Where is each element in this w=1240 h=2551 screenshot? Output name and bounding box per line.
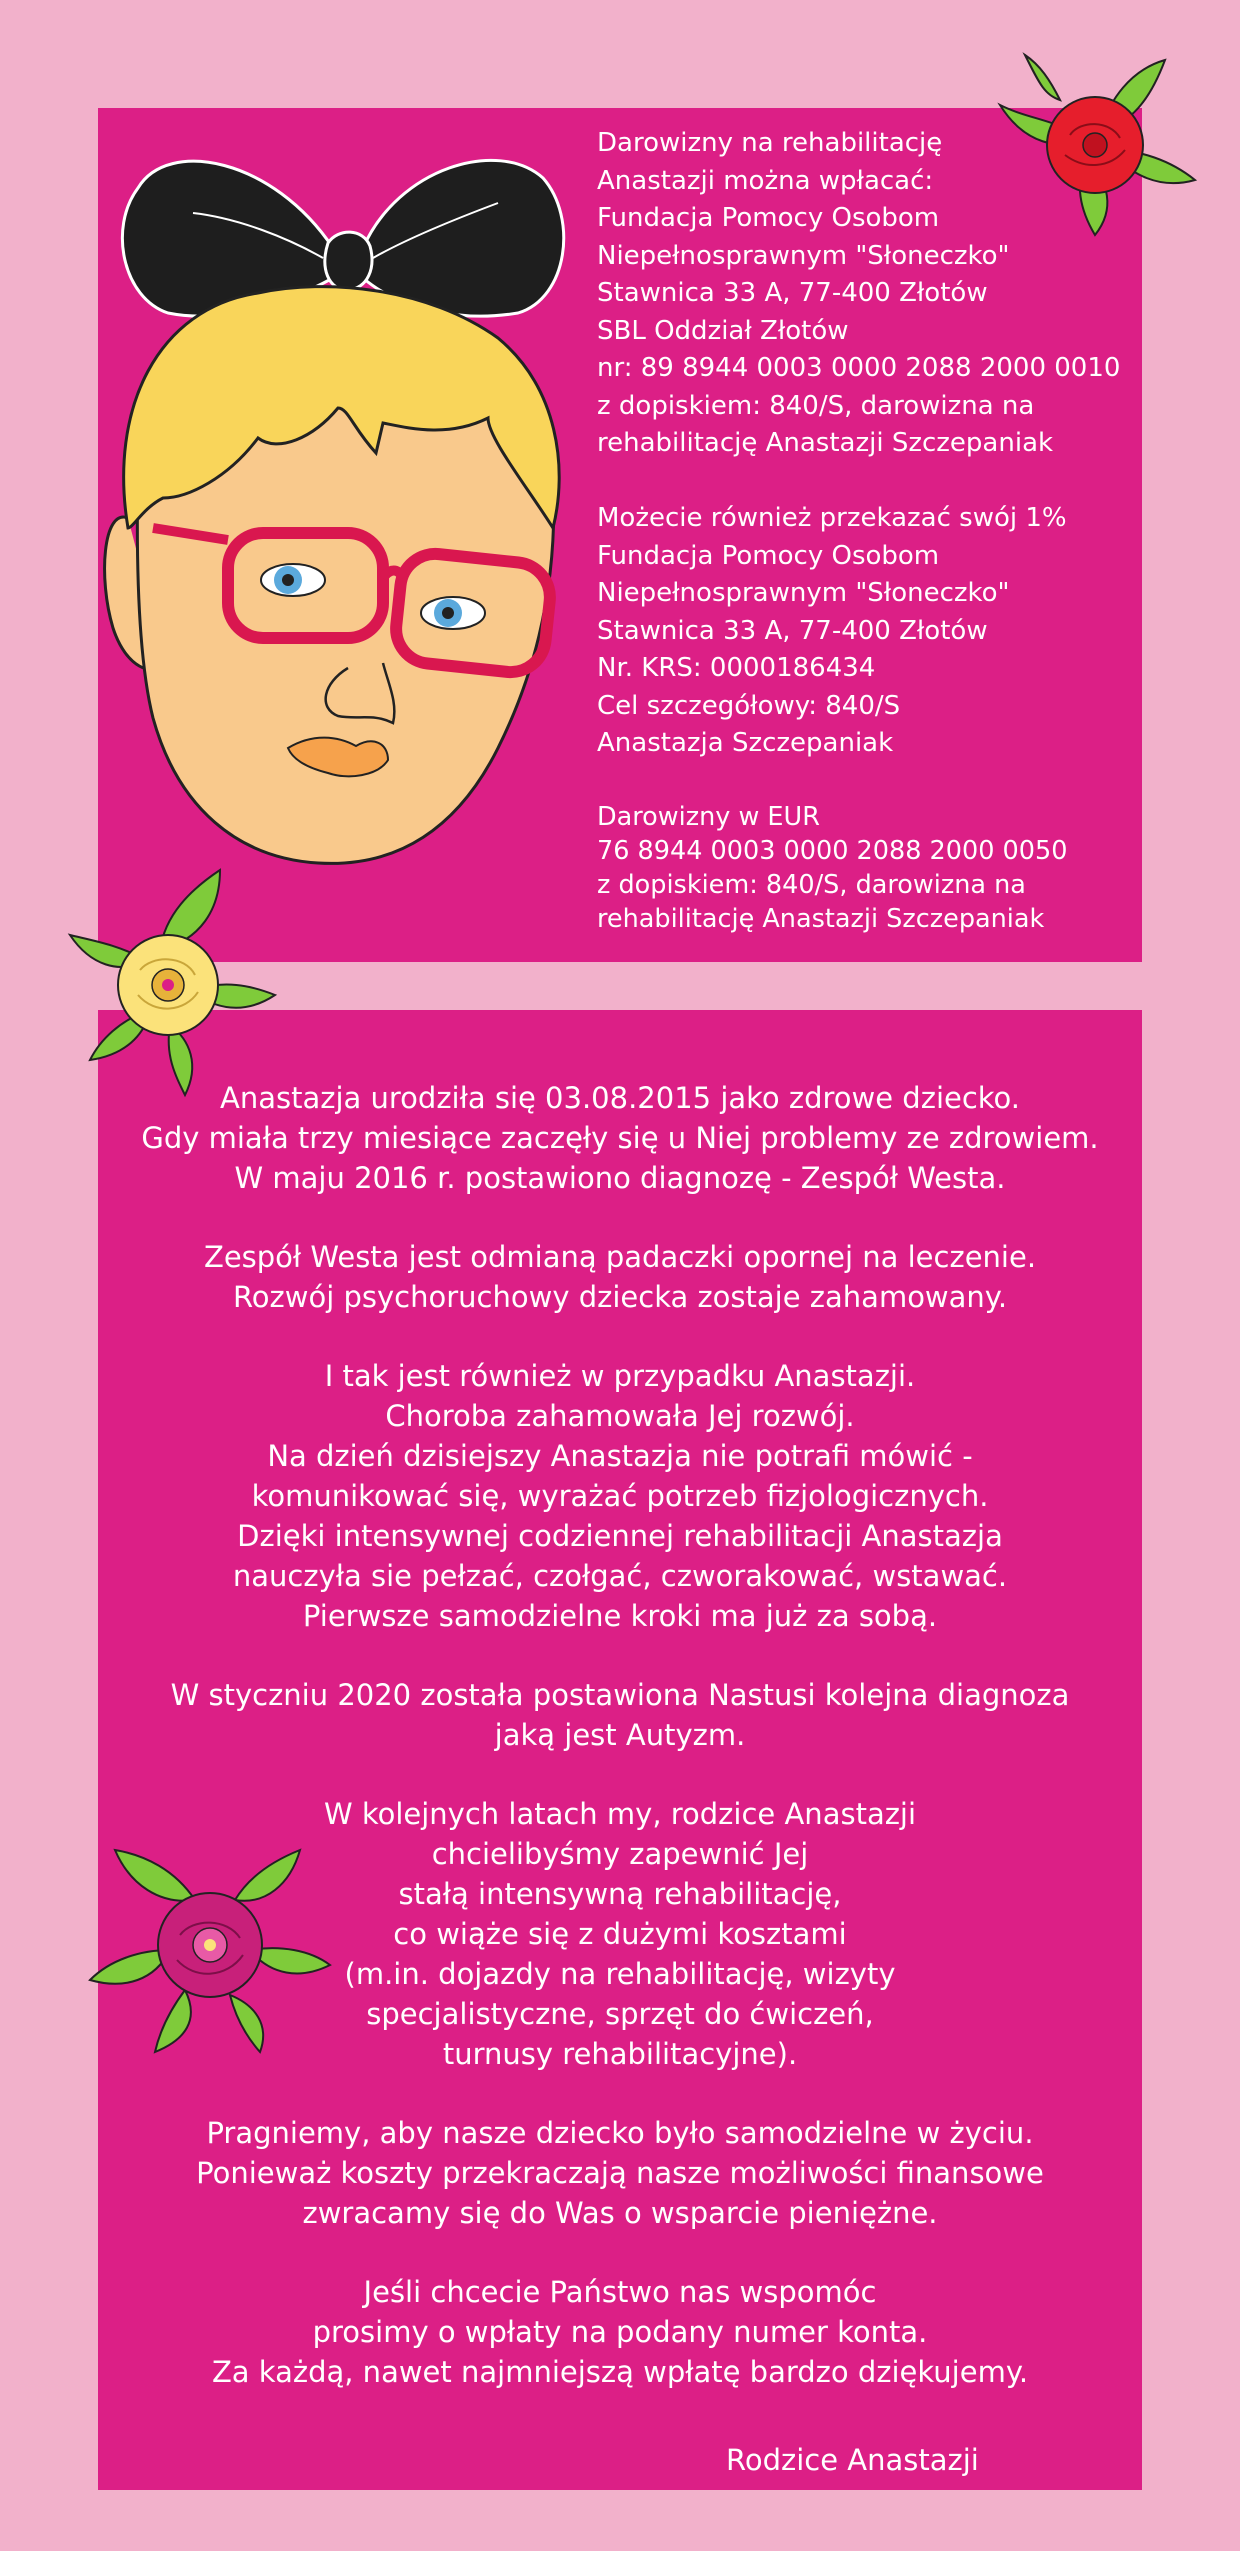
donation-details <box>597 125 1120 463</box>
story-text <box>98 1078 1142 2392</box>
one-percent-line: Fundacja Pomocy Osobom <box>597 540 940 571</box>
eur-line: rehabilitację Anastazji Szczepaniak <box>597 904 1045 934</box>
one-percent-line: Cel szczegółowy: 840/S <box>597 690 901 721</box>
story-line: stałą intensywną rehabilitację, <box>398 1877 842 1911</box>
donation-line: rehabilitację Anastazji Szczepaniak <box>597 428 1054 458</box>
donation-line: Stawnica 33 A, 77-400 Złotów <box>597 278 988 308</box>
story-line: I tak jest również w przypadku Anastazji. <box>324 1359 916 1393</box>
story-line: Ponieważ koszty przekraczają nasze możliwości finansowe <box>196 2156 1044 2190</box>
story-line: W styczniu 2020 została postawiona Nastusi kolejna diagnoza <box>170 1678 1070 1712</box>
donation-line: Fundacja Pomocy Osobom <box>597 203 940 233</box>
story-line: nauczyła sie pełzać, czołgać, czworakować, wstawać. <box>232 1559 1008 1593</box>
flower-yellow-icon <box>60 860 280 1100</box>
story-line: Gdy miała trzy miesiące zaczęły się u Niej problemy ze zdrowiem. <box>141 1121 1099 1155</box>
story-line: Pierwsze samodzielne kroki ma już za sobą. <box>302 1599 938 1633</box>
story-line: Rozwój psychoruchowy dziecka zostaje zahamowany. <box>232 1280 1008 1314</box>
donation-line: Niepełnosprawnym "Słoneczko" <box>597 240 1010 271</box>
donation-line: Anastazji można wpłacać: <box>597 165 934 196</box>
story-line: Dzięki intensywnej codziennej rehabilitacji Anastazja <box>237 1519 1003 1553</box>
story-line: Pragniemy, aby nasze dziecko było samodzielne w życiu. <box>206 2116 1034 2150</box>
story-line: W kolejnych latach my, rodzice Anastazji <box>323 1797 917 1831</box>
story-line: chcielibyśmy zapewnić Jej <box>431 1837 809 1871</box>
story-line: Anastazja urodziła się 03.08.2015 jako zdrowe dziecko. <box>220 1081 1020 1115</box>
one-percent-line: Anastazja Szczepaniak <box>597 728 894 758</box>
story-line: Choroba zahamowała Jej rozwój. <box>385 1399 855 1433</box>
story-line: specjalistyczne, sprzęt do ćwiczeń, <box>366 1997 874 2031</box>
story-line: Jeśli chcecie Państwo nas wspomóc <box>363 2275 877 2309</box>
eur-line: z dopiskiem: 840/S, darowizna na <box>597 870 1026 900</box>
one-percent-line: Niepełnosprawnym "Słoneczko" <box>597 578 1010 608</box>
story-line: Na dzień dzisiejszy Anastazja nie potrafi mówić - <box>267 1439 973 1473</box>
story-line: jaką jest Autyzm. <box>494 1718 746 1752</box>
girl-illustration <box>98 108 578 888</box>
story-line: Zespół Westa jest odmianą padaczki opornej na leczenie. <box>203 1240 1037 1274</box>
donation-line: Darowizny na rehabilitację <box>597 128 943 158</box>
signature: Rodzice Anastazji <box>726 2443 979 2477</box>
story-line: W maju 2016 r. postawiono diagnozę - Zespół Westa. <box>234 1161 1006 1195</box>
eur-account-number: 76 8944 0003 0000 2088 2000 0050 <box>597 836 1068 866</box>
one-percent-details <box>597 500 1067 763</box>
one-percent-line: Stawnica 33 A, 77-400 Złotów <box>597 615 988 646</box>
story-line: Za każdą, nawet najmniejszą wpłatę bardzo dziękujemy. <box>211 2355 1029 2389</box>
donation-line: SBL Oddział Złotów <box>597 315 849 346</box>
bank-account-number: nr: 89 8944 0003 0000 2088 2000 0010 <box>597 353 1121 383</box>
story-line: co wiąże się z dużymi kosztami <box>393 1917 847 1951</box>
story-line: turnusy rehabilitacyjne). <box>442 2037 798 2071</box>
krs-number: Nr. KRS: 0000186434 <box>597 653 876 683</box>
story-line: komunikować się, wyrażać potrzeb fizjologicznych. <box>251 1479 989 1513</box>
eur-donation-details <box>597 800 1067 936</box>
story-line: (m.in. dojazdy na rehabilitację, wizyty <box>344 1957 896 1991</box>
donation-line: z dopiskiem: 840/S, darowizna na <box>597 390 1035 421</box>
one-percent-line: Możecie również przekazać swój 1% <box>597 503 1067 533</box>
story-line: prosimy o wpłaty na podany numer konta. <box>312 2315 928 2349</box>
eur-line: Darowizny w EUR <box>597 802 820 832</box>
story-line: zwracamy się do Was o wsparcie pieniężne. <box>302 2196 938 2230</box>
